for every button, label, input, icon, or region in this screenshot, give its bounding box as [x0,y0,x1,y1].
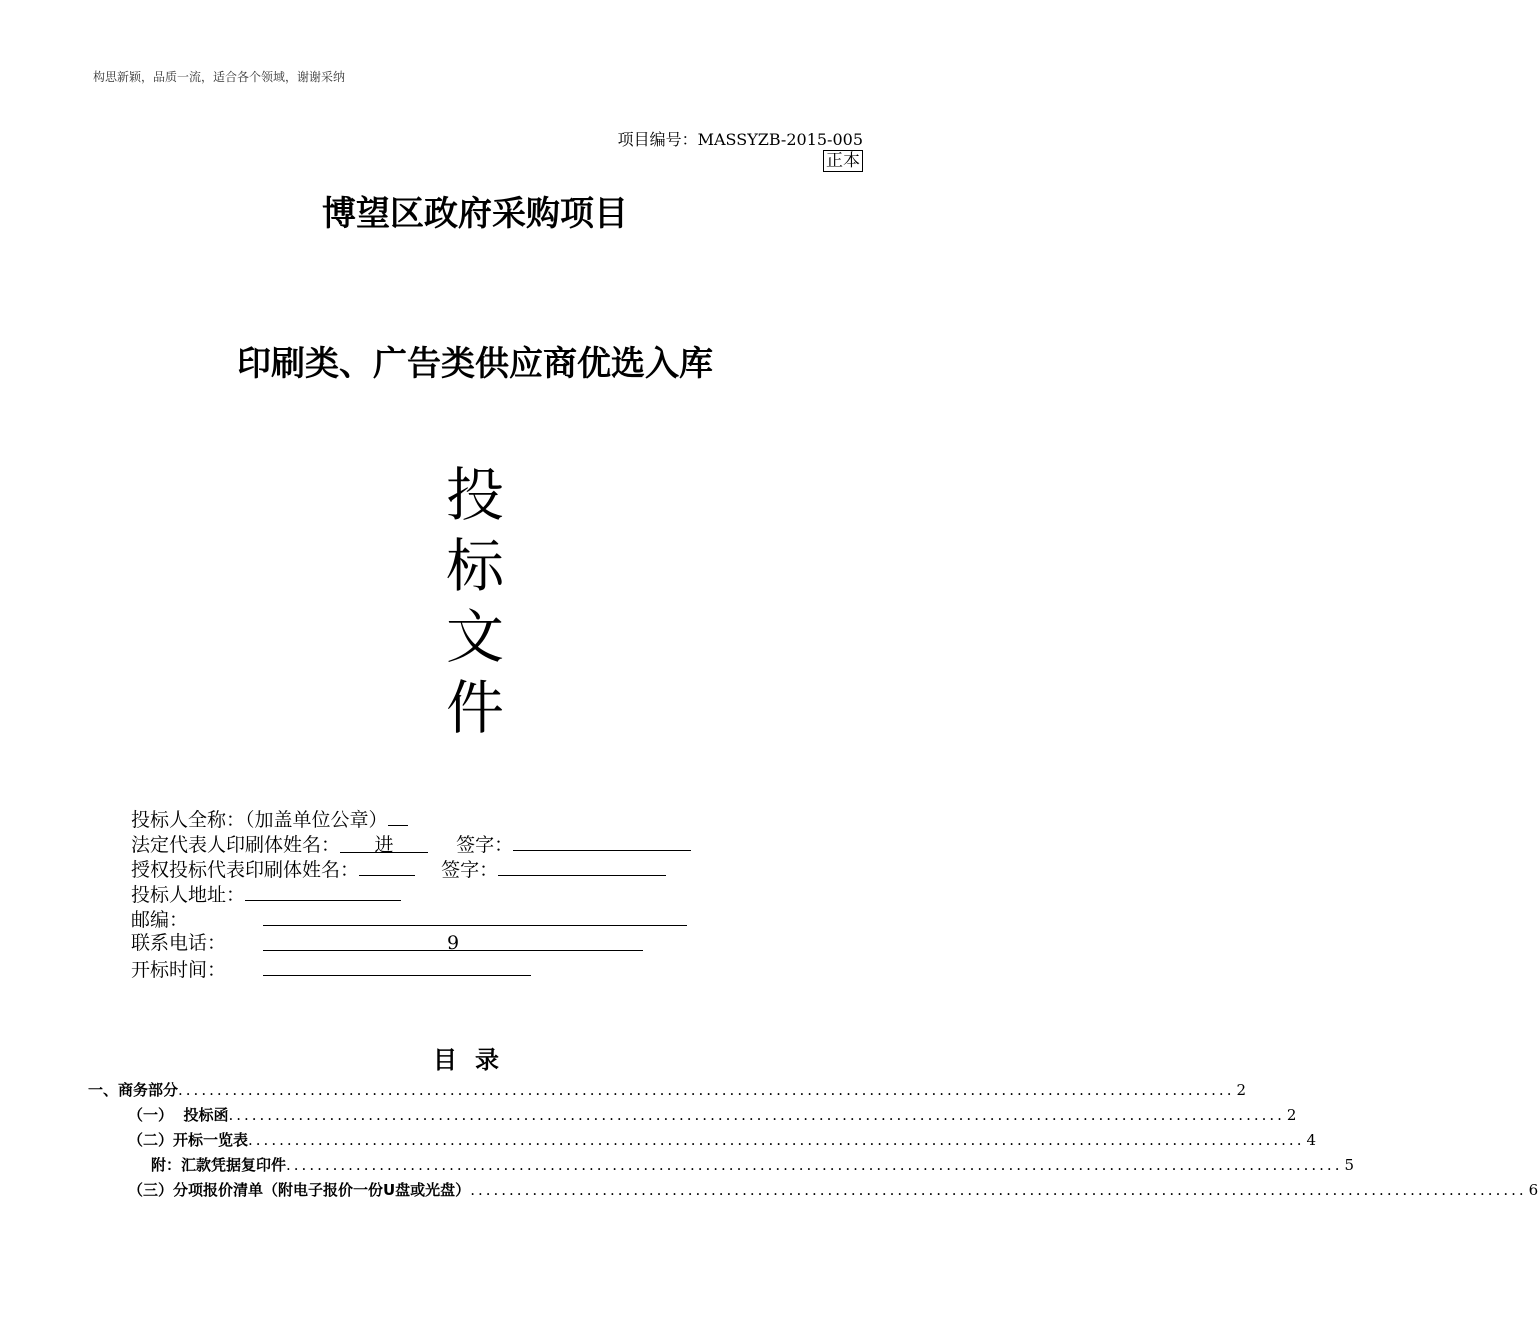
toc-entry-label: 附：汇款凭据复印件 [151,1156,287,1174]
bidder-name-blank [388,806,408,826]
legal-rep-signature-blank [513,831,691,851]
header-note: 构思新颖，品质一流，适合各个领域，谢谢采纳 [93,70,346,84]
address-label: 投标人地址： [131,884,246,906]
doc-title-char-3: 文 [445,603,504,671]
title-line-1: 博望区政府采购项目 [322,194,628,234]
authorized-rep-label: 授权投标代表印刷体姓名： [131,859,360,881]
toc-leader-dots: ........................................................................................................................................ [228,1106,1285,1124]
toc-entry-label: （二）开标一览表 [128,1131,249,1149]
authorized-rep-signature-label: 签字： [441,859,499,881]
doc-title-char-4: 件 [445,674,504,742]
legal-rep-value: 进 [340,833,428,853]
address-field [131,881,401,908]
toc-title: 目录 [433,1046,517,1074]
toc-entry-label: 一、商务部分 [88,1081,179,1099]
toc-leader-dots: ........................................................................................................................................ [286,1156,1343,1174]
authorized-rep-field [131,856,666,883]
phone-label: 联系电话： [131,932,227,954]
toc-leader-dots: ........................................................................................................................................ [178,1081,1235,1099]
postcode-label: 邮编： [131,909,189,931]
postcode-blank [263,906,687,926]
toc-entry[interactable] [128,1128,1317,1152]
copy-badge: 正本 [823,150,863,172]
phone-field [131,931,643,956]
project-number: 项目编号：MASSYZB-2015-005 [617,130,863,149]
toc-entry-page: 6 [1528,1181,1538,1199]
authorized-rep-blank [359,856,415,876]
toc-entry-label: （一） 投标函 [128,1106,229,1124]
toc-entry-page: 5 [1344,1156,1355,1174]
toc-entry[interactable] [128,1103,1297,1127]
legal-rep-signature-label: 签字： [456,834,514,856]
address-blank [245,881,401,901]
opening-time-field [131,956,531,983]
toc-leader-dots: ........................................................................................................................................ [470,1181,1527,1199]
toc-entry-page: 2 [1286,1106,1297,1124]
bidder-name-label: 投标人全称：（加盖单位公章） [131,809,388,831]
bidder-name-field [131,806,408,833]
doc-title-char-2: 标 [445,532,504,600]
legal-rep-label: 法定代表人印刷体姓名： [131,834,341,856]
toc-entry[interactable] [88,1078,1247,1102]
doc-title-char-1: 投 [445,461,504,529]
authorized-rep-signature-blank [498,856,666,876]
toc-entry[interactable] [151,1153,1355,1177]
opening-time-blank [263,956,531,976]
toc-entry[interactable] [128,1178,1538,1202]
legal-rep-field [131,831,691,858]
postcode-field [131,906,687,933]
toc-leader-dots: ........................................................................................................................................ [248,1131,1305,1149]
opening-time-label: 开标时间： [131,959,227,981]
toc-entry-label: （三）分项报价清单（附电子报价一份U盘或光盘） [128,1181,471,1199]
phone-value: 9 [263,931,643,951]
title-line-2: 印刷类、广告类供应商优选入库 [237,344,713,384]
toc-entry-page: 4 [1306,1131,1317,1149]
toc-entry-page: 2 [1236,1081,1247,1099]
